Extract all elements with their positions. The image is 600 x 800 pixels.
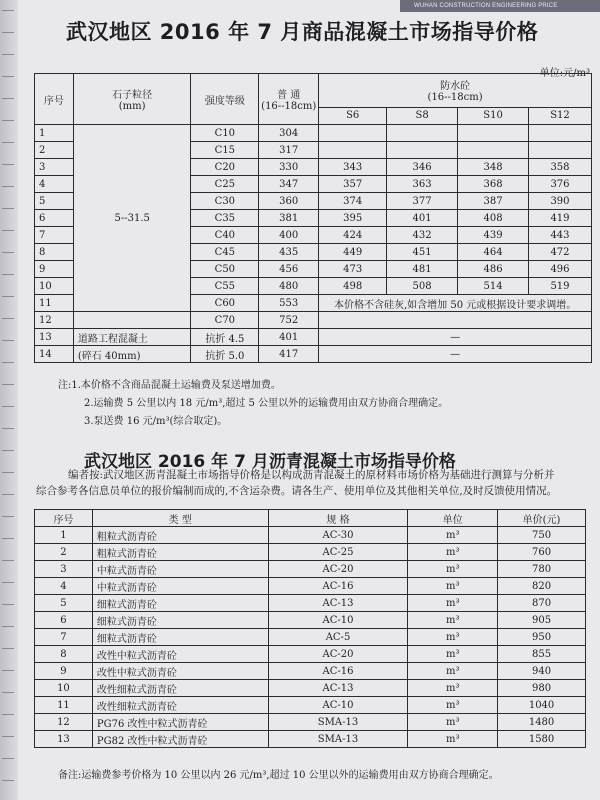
- row-seq: 1: [35, 125, 74, 142]
- row-type: 细粒式沥青砼: [92, 612, 268, 629]
- col-header-seq: 序号: [35, 74, 74, 125]
- row-seq: 6: [35, 612, 93, 629]
- row-spec: AC-16: [268, 663, 408, 680]
- row-s6-price: 395: [319, 210, 387, 227]
- table-row: [35, 527, 586, 544]
- col-header-seq: 序号: [35, 510, 93, 527]
- row-grade: C35: [191, 210, 259, 227]
- row-seq: 7: [35, 227, 74, 244]
- row-s6-price: 498: [319, 278, 387, 295]
- row-price: 1580: [498, 731, 586, 748]
- table-row: [35, 561, 586, 578]
- row-type: 改性细粒式沥青砼: [92, 680, 268, 697]
- concrete-price-table: [34, 73, 592, 363]
- row-seq: 13: [35, 329, 74, 346]
- row-s8-price: 377: [387, 193, 458, 210]
- row-s8-price: 508: [387, 278, 458, 295]
- spine-tick: [2, 626, 14, 627]
- row-price: 1040: [498, 697, 586, 714]
- row-normal-price: 400: [259, 227, 319, 244]
- row-seq: 14: [35, 346, 74, 363]
- row-type: 细粒式沥青砼: [92, 595, 268, 612]
- col-header-price: 单价(元): [498, 510, 586, 527]
- row-seq: 9: [35, 261, 74, 278]
- row-s6-price: 343: [319, 159, 387, 176]
- col-header-normal: 普 通 (16--18cm): [259, 74, 319, 125]
- row-seq: 1: [35, 527, 93, 544]
- row-seq: 12: [35, 714, 93, 731]
- spine-tick: [2, 98, 14, 99]
- concrete-note-3: 3.泵送费 16 元/m³(综合取定)。: [84, 416, 228, 427]
- row-s6-price: 374: [319, 193, 387, 210]
- row-s10-price: 408: [458, 210, 529, 227]
- spine-tick: [2, 582, 14, 583]
- row-unit: m³: [408, 578, 498, 595]
- row-s12-price: 443: [528, 227, 591, 244]
- row-seq: 13: [35, 731, 93, 748]
- spine-tick: [2, 54, 14, 55]
- row-s10-price: 464: [458, 244, 529, 261]
- road-concrete-sublabel: (碎石 40mm): [73, 346, 191, 363]
- row-grade: C25: [191, 176, 259, 193]
- row-type: 改性细粒式沥青砼: [92, 697, 268, 714]
- spine-tick: [2, 186, 14, 187]
- spine-tick: [2, 538, 14, 539]
- row-type: 中粒式沥青砼: [92, 561, 268, 578]
- row-seq: 7: [35, 629, 93, 646]
- running-header: WUHAN CONSTRUCTION ENGINEERING PRICE INFORMATION: [400, 0, 600, 12]
- spine-tick: [2, 252, 14, 253]
- row-normal-price: 456: [259, 261, 319, 278]
- row-spec: AC-20: [268, 561, 408, 578]
- row-seq: 3: [35, 561, 93, 578]
- row-price: 820: [498, 578, 586, 595]
- row-seq: 6: [35, 210, 74, 227]
- row-s10-price: 486: [458, 261, 529, 278]
- row-s6-price: [319, 142, 387, 159]
- table-row: [35, 663, 586, 680]
- row-normal-price: 317: [259, 142, 319, 159]
- row-grade: C20: [191, 159, 259, 176]
- spine-tick: [2, 10, 14, 11]
- row-seq: 11: [35, 295, 74, 312]
- spine-tick: [2, 758, 14, 759]
- table-row: [35, 346, 592, 363]
- row-seq: 8: [35, 244, 74, 261]
- row-normal-price: 347: [259, 176, 319, 193]
- row-spec: SMA-13: [268, 731, 408, 748]
- row-s12-price: 496: [528, 261, 591, 278]
- row-type: 细粒式沥青砼: [92, 629, 268, 646]
- row-seq: 12: [35, 312, 74, 329]
- row-price: 760: [498, 544, 586, 561]
- table-row: [35, 612, 586, 629]
- row-spec: AC-5: [268, 629, 408, 646]
- row-unit: m³: [408, 680, 498, 697]
- asphalt-intro-line-2: 综合参考各信息员单位的报价编制而成的,不含运杂费。请各生产、使用单位及其他相关单位,及时反馈使用情况。: [36, 485, 558, 497]
- row-type: 改性中粒式沥青砼: [92, 646, 268, 663]
- table-row: [35, 329, 592, 346]
- col-header-grade: 强度等级: [191, 74, 259, 125]
- row-normal-price: 381: [259, 210, 319, 227]
- table-row: [35, 125, 592, 142]
- row-normal-price: 401: [259, 329, 319, 346]
- row-s12-price: [528, 142, 591, 159]
- spine-tick: [2, 318, 14, 319]
- row-s6-price: 424: [319, 227, 387, 244]
- table-row: [35, 544, 586, 561]
- row-normal-price: 435: [259, 244, 319, 261]
- row-price: 950: [498, 629, 586, 646]
- table-row: [35, 731, 586, 748]
- row-price: 855: [498, 646, 586, 663]
- row-unit: m³: [408, 663, 498, 680]
- col-header-s6: S6: [319, 107, 387, 124]
- row-type: 改性中粒式沥青砼: [92, 663, 268, 680]
- row-s8-price: 401: [387, 210, 458, 227]
- row-seq: 5: [35, 595, 93, 612]
- row-s12-price: 376: [528, 176, 591, 193]
- row-unit: m³: [408, 544, 498, 561]
- row-seq: 10: [35, 680, 93, 697]
- row-s10-price: 348: [458, 159, 529, 176]
- spine-tick: [2, 516, 14, 517]
- spine-tick: [2, 604, 14, 605]
- col-header-aggregate: 石子粒径 (mm): [73, 74, 191, 125]
- asphalt-intro: [36, 467, 598, 499]
- row-s6-price: 473: [319, 261, 387, 278]
- row-s10-price: 387: [458, 193, 529, 210]
- aggregate-range: 5--31.5: [73, 125, 191, 312]
- book-spine: [0, 0, 18, 800]
- spine-tick: [2, 230, 14, 231]
- spine-tick: [2, 494, 14, 495]
- row-unit: m³: [408, 714, 498, 731]
- row-normal-price: 480: [259, 278, 319, 295]
- row-grade: 抗折 5.0: [191, 346, 259, 363]
- row-price: 870: [498, 595, 586, 612]
- row-s8-price: 481: [387, 261, 458, 278]
- row-s10-price: 439: [458, 227, 529, 244]
- row-s12-price: 472: [528, 244, 591, 261]
- row-seq: 5: [35, 193, 74, 210]
- row-spec: AC-25: [268, 544, 408, 561]
- row-spec: AC-13: [268, 595, 408, 612]
- spine-tick: [2, 32, 14, 33]
- spine-tick: [2, 692, 14, 693]
- row-unit: m³: [408, 731, 498, 748]
- concrete-note-1: 注:1.本价格不含商品混凝土运输费及泵送增加费。: [58, 380, 281, 391]
- row-unit: m³: [408, 646, 498, 663]
- row-unit: m³: [408, 612, 498, 629]
- row-unit: m³: [408, 595, 498, 612]
- row-s12-price: [528, 125, 591, 142]
- row-price: 940: [498, 663, 586, 680]
- col-header-s12: S12: [528, 107, 591, 124]
- row-s6-price: [319, 125, 387, 142]
- row-spec: SMA-13: [268, 714, 408, 731]
- col-header-s10: S10: [458, 107, 529, 124]
- row-price: 780: [498, 561, 586, 578]
- row-spec: AC-10: [268, 612, 408, 629]
- table-row: [35, 312, 592, 329]
- row-normal-price: 752: [259, 312, 319, 329]
- row-type: PG82 改性中粒式沥青砼: [92, 731, 268, 748]
- spine-tick: [2, 120, 14, 121]
- row-blank: [319, 312, 592, 329]
- col-header-waterproof: 防水砼 (16--18cm): [319, 74, 592, 108]
- row-price: 905: [498, 612, 586, 629]
- spine-tick: [2, 362, 14, 363]
- table-row: [35, 697, 586, 714]
- aggregate-blank: [73, 312, 191, 329]
- row-grade: C70: [191, 312, 259, 329]
- row-s8-price: [387, 125, 458, 142]
- row-unit: m³: [408, 629, 498, 646]
- col-header-s8: S8: [387, 107, 458, 124]
- spine-tick: [2, 428, 14, 429]
- row-price: 750: [498, 527, 586, 544]
- table-row: [35, 578, 586, 595]
- table-row: [35, 629, 586, 646]
- spine-tick: [2, 560, 14, 561]
- row-spec: AC-16: [268, 578, 408, 595]
- concrete-title: 武汉地区 2016 年 7 月商品混凝土市场指导价格: [66, 20, 539, 44]
- row-s8-price: 432: [387, 227, 458, 244]
- row-normal-price: 330: [259, 159, 319, 176]
- row-seq: 11: [35, 697, 93, 714]
- col-header-unit: 单位: [408, 510, 498, 527]
- row-price: 980: [498, 680, 586, 697]
- row-normal-price: 360: [259, 193, 319, 210]
- row-unit: m³: [408, 697, 498, 714]
- row-s8-price: 451: [387, 244, 458, 261]
- spine-tick: [2, 296, 14, 297]
- row-s10-price: 514: [458, 278, 529, 295]
- row-s8-price: 363: [387, 176, 458, 193]
- spine-tick: [2, 340, 14, 341]
- row-normal-price: 304: [259, 125, 319, 142]
- row-grade: C55: [191, 278, 259, 295]
- row-s10-price: [458, 125, 529, 142]
- row-grade: C30: [191, 193, 259, 210]
- asphalt-title: 武汉地区 2016 年 7 月沥青混凝土市场指导价格: [84, 452, 456, 472]
- row-s6-price: 357: [319, 176, 387, 193]
- spine-tick: [2, 164, 14, 165]
- row-seq: 2: [35, 142, 74, 159]
- row-seq: 8: [35, 646, 93, 663]
- spine-tick: [2, 648, 14, 649]
- road-concrete-label: 道路工程混凝土: [73, 329, 191, 346]
- table-row: [35, 714, 586, 731]
- spine-tick: [2, 406, 14, 407]
- spine-tick: [2, 736, 14, 737]
- row-seq: 4: [35, 176, 74, 193]
- spine-tick: [2, 274, 14, 275]
- row-s12-price: 419: [528, 210, 591, 227]
- asphalt-price-table: [34, 509, 586, 748]
- row-spec: AC-20: [268, 646, 408, 663]
- row-unit: m³: [408, 561, 498, 578]
- row-normal-price: 417: [259, 346, 319, 363]
- spine-tick: [2, 714, 14, 715]
- row-s12-price: 358: [528, 159, 591, 176]
- row-seq: 9: [35, 663, 93, 680]
- concrete-notes: [58, 377, 448, 431]
- row-normal-price: 553: [259, 295, 319, 312]
- row-spec: AC-13: [268, 680, 408, 697]
- row-spec: AC-30: [268, 527, 408, 544]
- row-price: 1480: [498, 714, 586, 731]
- spine-tick: [2, 76, 14, 77]
- row-grade: C60: [191, 295, 259, 312]
- table-row: [35, 680, 586, 697]
- row-seq: 4: [35, 578, 93, 595]
- row-waterproof-dash: —: [319, 329, 592, 346]
- concrete-note-2: 2.运输费 5 公里以内 18 元/m³,超过 5 公里以外的运输费用由双方协商合理确定。: [84, 398, 449, 409]
- spine-tick: [2, 208, 14, 209]
- row-grade: C15: [191, 142, 259, 159]
- spine-tick: [2, 780, 14, 781]
- row-s8-price: 346: [387, 159, 458, 176]
- spine-tick: [2, 670, 14, 671]
- col-header-type: 类 型: [92, 510, 268, 527]
- row-s10-price: 368: [458, 176, 529, 193]
- row-s12-price: 519: [528, 278, 591, 295]
- spine-tick: [2, 472, 14, 473]
- row-s12-price: 390: [528, 193, 591, 210]
- silica-fume-note: 本价格不含硅灰,如含增加 50 元或根据设计要求调增。: [319, 295, 592, 312]
- spine-tick: [2, 450, 14, 451]
- row-type: 粗粒式沥青砼: [92, 527, 268, 544]
- row-type: PG76 改性中粒式沥青砼: [92, 714, 268, 731]
- table-row: [35, 646, 586, 663]
- row-seq: 2: [35, 544, 93, 561]
- row-grade: C10: [191, 125, 259, 142]
- row-type: 粗粒式沥青砼: [92, 544, 268, 561]
- row-grade: 抗折 4.5: [191, 329, 259, 346]
- row-s10-price: [458, 142, 529, 159]
- row-waterproof-dash: —: [319, 346, 592, 363]
- spine-tick: [2, 384, 14, 385]
- row-grade: C40: [191, 227, 259, 244]
- col-header-spec: 规 格: [268, 510, 408, 527]
- spine-tick: [2, 142, 14, 143]
- row-s6-price: 449: [319, 244, 387, 261]
- row-seq: 3: [35, 159, 74, 176]
- row-grade: C50: [191, 261, 259, 278]
- row-seq: 10: [35, 278, 74, 295]
- row-s8-price: [387, 142, 458, 159]
- row-grade: C45: [191, 244, 259, 261]
- asphalt-note: 备注:运输费参考价格为 10 公里以内 26 元/m³,超过 10 公里以外的运输费用由双方协商合理确定。: [58, 770, 499, 781]
- row-type: 中粒式沥青砼: [92, 578, 268, 595]
- row-spec: AC-10: [268, 697, 408, 714]
- row-unit: m³: [408, 527, 498, 544]
- asphalt-intro-line-1: 编者按:武汉地区沥青混凝土市场指导价格是以构成沥青混凝土的原材料市场价格为基础进行测算与分析并: [68, 469, 555, 481]
- concrete-unit: 单位:元/m³: [539, 68, 590, 79]
- table-row: [35, 595, 586, 612]
